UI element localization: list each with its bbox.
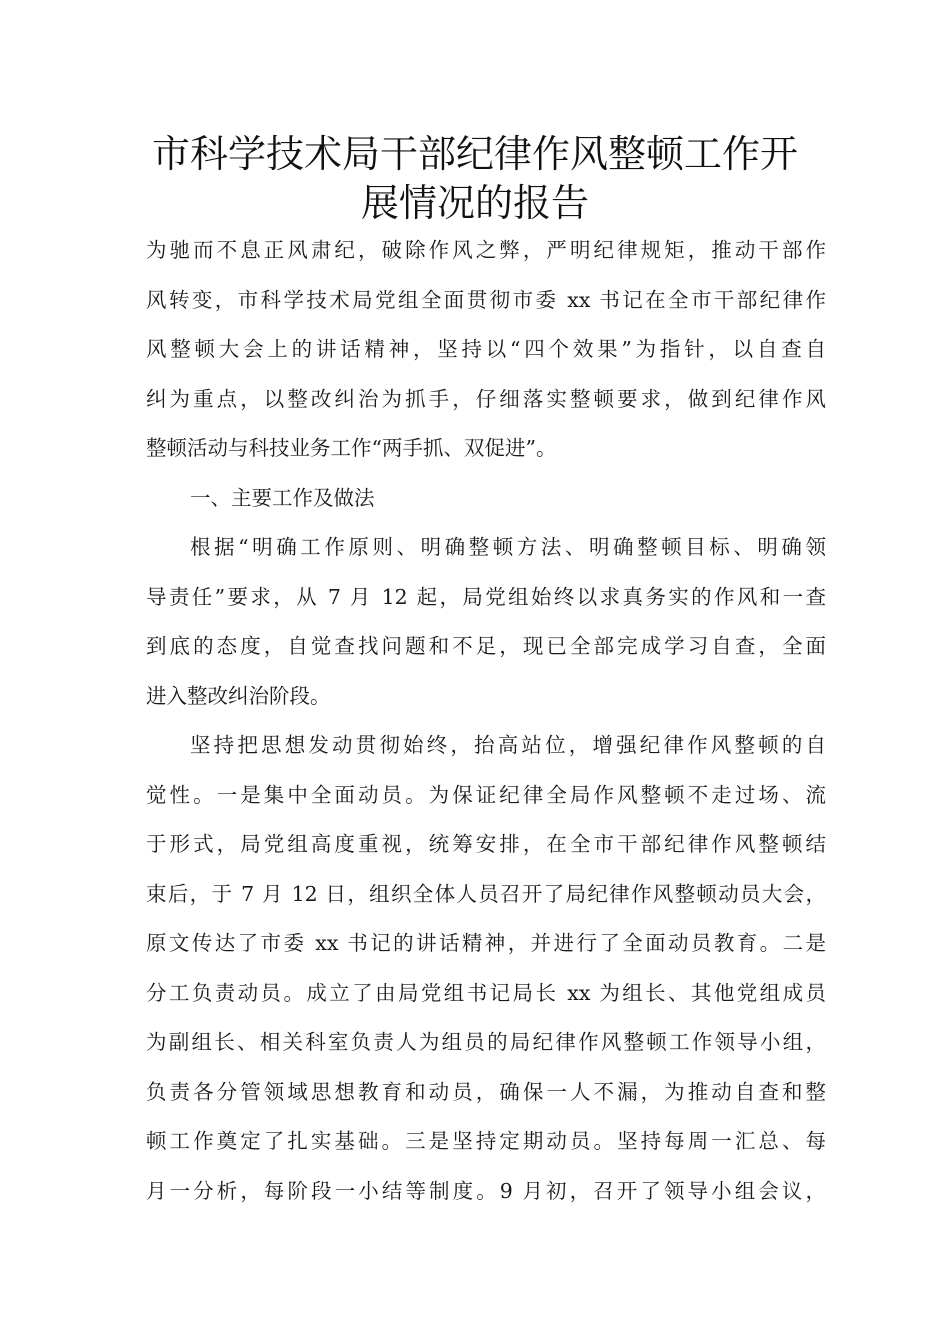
document-body xyxy=(146,226,826,1216)
section-heading: 一、主要工作及做法 xyxy=(190,485,375,510)
body-line: 风整顿大会上的讲话精神，坚持以“四个效果”为指针，以自查自 xyxy=(146,337,826,361)
section-heading-block xyxy=(146,474,826,524)
body-line: 于形式，局党组高度重视，统筹安排，在全市干部纪律作风整顿结 xyxy=(146,832,826,856)
paragraph-intro xyxy=(146,226,826,474)
body-line: 导责任”要求，从 7 月 12 起，局党组始终以求真务实的作风和一查 xyxy=(146,584,826,609)
body-line: 进入整改纠治阶段。 xyxy=(146,683,331,708)
body-line: 束后，于 7 月 12 日，组织全体人员召开了局纪律作风整顿动员大会， xyxy=(146,881,826,906)
body-line: 觉性。一是集中全面动员。为保证纪律全局作风整顿不走过场、流 xyxy=(146,782,826,807)
body-line: 坚持把思想发动贯彻始终，抬高站位，增强纪律作风整顿的自 xyxy=(190,733,826,757)
body-line: 分工负责动员。成立了由局党组书记局长 xx 为组长、其他党组成员 xyxy=(146,980,826,1005)
body-line: 整顿活动与科技业务工作“两手抓、双促进”。 xyxy=(146,436,557,460)
document-title-line-2: 展情况的报告 xyxy=(360,181,589,225)
paragraph-2 xyxy=(146,523,826,721)
body-line: 为副组长、相关科室负责人为组员的局纪律作风整顿工作领导小组， xyxy=(146,1030,826,1054)
body-line: 原文传达了市委 xx 书记的讲话精神，并进行了全面动员教育。二是 xyxy=(146,931,826,955)
body-line: 月一分析，每阶段一小结等制度。9 月初，召开了领导小组会议， xyxy=(146,1178,826,1203)
paragraph-3 xyxy=(146,721,826,1216)
body-line: 风转变，市科学技术局党组全面贯彻市委 xx 书记在全市干部纪律作 xyxy=(146,287,826,312)
body-line: 为驰而不息正风肃纪，破除作风之弊，严明纪律规矩，推动干部作 xyxy=(146,238,826,262)
body-line: 负责各分管领域思想教育和动员，确保一人不漏，为推动自查和整 xyxy=(146,1079,826,1104)
body-line: 纠为重点，以整改纠治为抓手，仔细落实整顿要求，做到纪律作风 xyxy=(146,386,826,411)
body-line: 根据“明确工作原则、明确整顿方法、明确整顿目标、明确领 xyxy=(190,535,826,559)
document-title-line-1: 市科学技术局干部纪律作风整顿工作开 xyxy=(151,132,798,176)
body-line: 到底的态度，自觉查找问题和不足，现已全部完成学习自查，全面 xyxy=(146,634,826,658)
body-line: 顿工作奠定了扎实基础。三是坚持定期动员。坚持每周一汇总、每 xyxy=(146,1129,826,1153)
